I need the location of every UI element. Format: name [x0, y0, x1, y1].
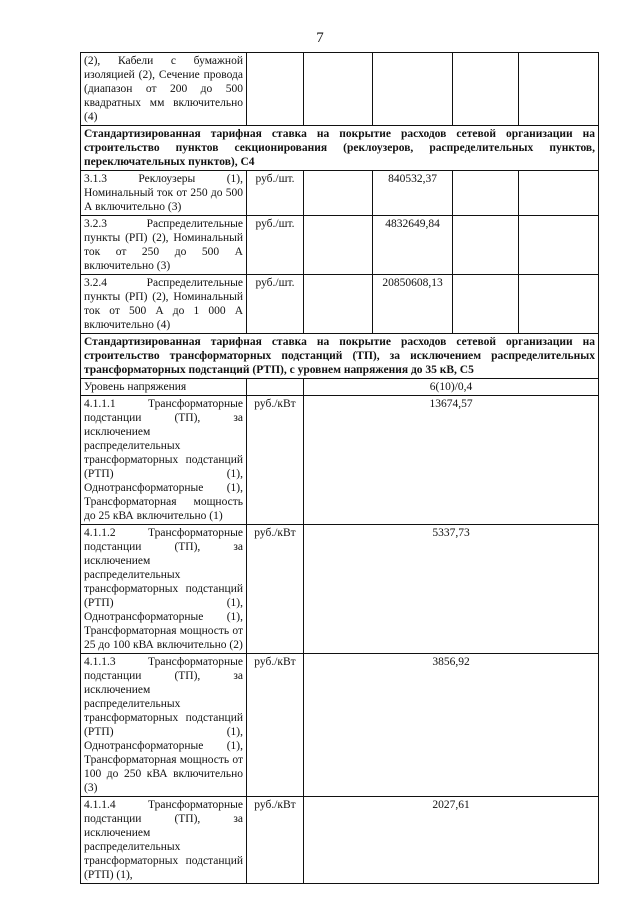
row-description: 3.2.3 Распределительные пункты (РП) (2), Номинальный ток от 250 до 500 А включительно (3) [81, 216, 247, 275]
row-value: 13674,57 [304, 396, 599, 525]
row-description: 4.1.1.4 Трансформаторные подстанции (ТП), за исключением распределительных трансформаторных подстанций (РТП) (1), [81, 797, 247, 884]
row-value: 2027,61 [304, 797, 599, 884]
row-unit: руб./шт. [247, 216, 304, 275]
empty-cell [304, 275, 373, 334]
table-row [81, 525, 599, 654]
page-number: 7 [316, 30, 324, 46]
section-row [81, 334, 599, 379]
empty-cell [519, 216, 599, 275]
row-description: 4.1.1.3 Трансформаторные подстанции (ТП), за исключением распределительных трансформаторных подстанций (РТП) (1), Однотрансформаторные (1), Трансформаторная мощность от 100 до 250 кВА включительно (3) [81, 654, 247, 797]
row-unit: руб./шт. [247, 275, 304, 334]
voltage-row [81, 379, 599, 396]
empty-cell [373, 53, 453, 126]
table-row [81, 797, 599, 884]
section-heading-c4: Стандартизированная тарифная ставка на покрытие расходов сетевой организации на строительство пунктов секционирования (реклоузеров, распределительных пунктов, переключательных пунктов), С4 [81, 126, 599, 171]
empty-cell [453, 171, 519, 216]
row-description: 3.2.4 Распределительные пункты (РП) (2), Номинальный ток от 500 А до 1 000 А включительно (4) [81, 275, 247, 334]
row-unit: руб./кВт [247, 797, 304, 884]
section-heading-c5: Стандартизированная тарифная ставка на покрытие расходов сетевой организации на строительство трансформаторных подстанций (ТП), за исключением распределительных трансформаторных подстанций (РТП), с уровнем напряжения до 35 кВ, С5 [81, 334, 599, 379]
table-row [81, 171, 599, 216]
table-row [81, 654, 599, 797]
empty-cell [304, 53, 373, 126]
row-value: 20850608,13 [373, 275, 453, 334]
row-value: 840532,37 [373, 171, 453, 216]
row-value: 3856,92 [304, 654, 599, 797]
row-unit: руб./кВт [247, 396, 304, 525]
row-unit: руб./кВт [247, 525, 304, 654]
voltage-value: 6(10)/0,4 [304, 379, 599, 396]
empty-cell [304, 216, 373, 275]
row-value: 5337,73 [304, 525, 599, 654]
voltage-label: Уровень напряжения [81, 379, 247, 396]
empty-cell [519, 53, 599, 126]
row-description: 4.1.1.2 Трансформаторные подстанции (ТП), за исключением распределительных трансформаторных подстанций (РТП) (1), Однотрансформаторные (1), Трансформаторная мощность от 25 до 100 кВА включительно (2) [81, 525, 247, 654]
empty-cell [453, 216, 519, 275]
row-value: 4832649,84 [373, 216, 453, 275]
table-row [81, 216, 599, 275]
row-description: (2), Кабели с бумажной изоляцией (2), Сечение провода (диапазон от 200 до 500 квадратных мм включительно (4) [81, 53, 247, 126]
row-description: 3.1.3 Реклоузеры (1), Номинальный ток от 250 до 500 А включительно (3) [81, 171, 247, 216]
empty-cell [519, 275, 599, 334]
tariff-table [80, 52, 599, 884]
empty-cell [519, 171, 599, 216]
table-row [81, 396, 599, 525]
table-row [81, 275, 599, 334]
empty-cell [453, 275, 519, 334]
table-row [81, 53, 599, 126]
empty-cell [304, 171, 373, 216]
row-description: 4.1.1.1 Трансформаторные подстанции (ТП), за исключением распределительных трансформаторных подстанций (РТП) (1), Однотрансформаторные (1), Трансформаторная мощность до 25 кВА включительно (1) [81, 396, 247, 525]
empty-cell [247, 53, 304, 126]
row-unit: руб./кВт [247, 654, 304, 797]
section-row [81, 126, 599, 171]
empty-cell [247, 379, 304, 396]
empty-cell [453, 53, 519, 126]
row-unit: руб./шт. [247, 171, 304, 216]
